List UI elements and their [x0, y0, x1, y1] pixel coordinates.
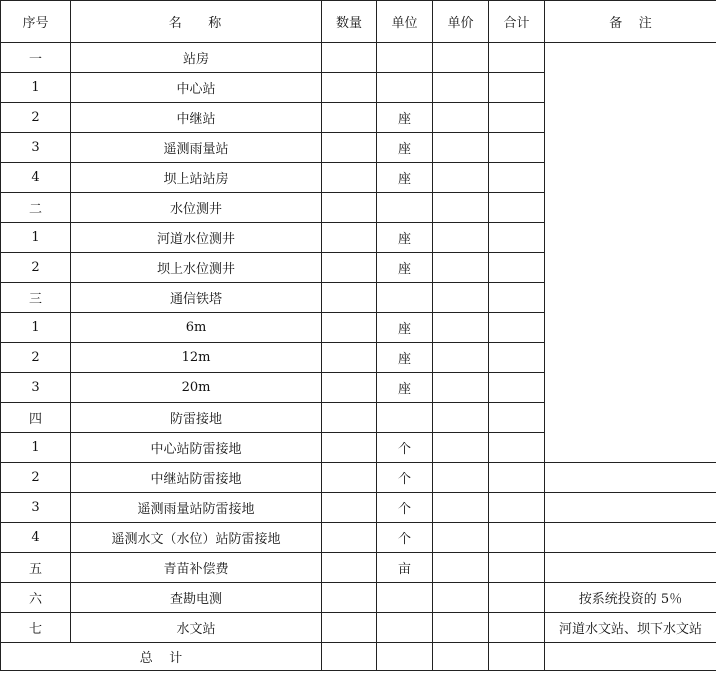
cell-qty: [322, 553, 377, 583]
cell-total: [489, 133, 545, 163]
cell-qty: [322, 343, 377, 373]
cell-seq: 1: [1, 433, 71, 463]
cell-unit: 座: [377, 253, 433, 283]
cell-name: 中心站防雷接地: [71, 433, 322, 463]
cell-price: [433, 253, 489, 283]
cell-seq: 4: [1, 163, 71, 193]
cell-qty: [322, 403, 377, 433]
total-qty: [322, 643, 377, 671]
cell-total: [489, 343, 545, 373]
cell-price: [433, 343, 489, 373]
cell-seq: 一: [1, 43, 71, 73]
cell-remark: [545, 523, 716, 553]
cell-qty: [322, 223, 377, 253]
cell-seq: 3: [1, 133, 71, 163]
cell-price: [433, 163, 489, 193]
cell-price: [433, 373, 489, 403]
cell-remark: 按系统投资的 5％: [545, 583, 716, 613]
cell-price: [433, 613, 489, 643]
cell-total: [489, 43, 545, 73]
cell-name: 坝上水位测井: [71, 253, 322, 283]
cell-unit: 个: [377, 493, 433, 523]
cell-unit: 座: [377, 373, 433, 403]
cell-unit: 座: [377, 343, 433, 373]
cell-seq: 七: [1, 613, 71, 643]
cell-price: [433, 193, 489, 223]
cell-price: [433, 103, 489, 133]
total-unit: [377, 643, 433, 671]
cell-unit: [377, 583, 433, 613]
cell-price: [433, 313, 489, 343]
cell-unit: 座: [377, 163, 433, 193]
cell-name: 6m: [71, 313, 322, 343]
cell-remark: 河道水文站、坝下水文站: [545, 613, 716, 643]
cell-qty: [322, 313, 377, 343]
cell-seq: 二: [1, 193, 71, 223]
cell-name: 遥测雨量站防雷接地: [71, 493, 322, 523]
cell-price: [433, 493, 489, 523]
table-row: [1, 613, 716, 643]
header-price: 单价: [433, 1, 489, 43]
cell-price: [433, 523, 489, 553]
table-row: [1, 43, 716, 73]
cell-price: [433, 73, 489, 103]
cell-remark: [545, 463, 716, 493]
cell-price: [433, 43, 489, 73]
cell-seq: 1: [1, 223, 71, 253]
cell-name: 坝上站站房: [71, 163, 322, 193]
cell-price: [433, 223, 489, 253]
cell-total: [489, 463, 545, 493]
cell-qty: [322, 493, 377, 523]
cell-total: [489, 193, 545, 223]
cell-unit: [377, 403, 433, 433]
cell-name: 水文站: [71, 613, 322, 643]
cell-seq: 4: [1, 523, 71, 553]
cell-name: 通信铁塔: [71, 283, 322, 313]
cell-seq: 2: [1, 343, 71, 373]
cell-name: 河道水位测井: [71, 223, 322, 253]
cell-total: [489, 283, 545, 313]
total-total: [489, 643, 545, 671]
cell-price: [433, 133, 489, 163]
cell-name: 青苗补偿费: [71, 553, 322, 583]
cell-total: [489, 523, 545, 553]
cell-qty: [322, 73, 377, 103]
cell-unit: 座: [377, 223, 433, 253]
cell-name: 防雷接地: [71, 403, 322, 433]
cell-unit: 座: [377, 313, 433, 343]
cell-qty: [322, 103, 377, 133]
cell-total: [489, 373, 545, 403]
header-seq: 序号: [1, 1, 71, 43]
cell-name: 遥测水文（水位）站防雷接地: [71, 523, 322, 553]
cell-seq: 2: [1, 253, 71, 283]
cell-qty: [322, 523, 377, 553]
cell-unit: 个: [377, 463, 433, 493]
cell-total: [489, 403, 545, 433]
cell-qty: [322, 283, 377, 313]
table-row: [1, 523, 716, 553]
cell-seq: 五: [1, 553, 71, 583]
cell-name: 站房: [71, 43, 322, 73]
cell-name: 20m: [71, 373, 322, 403]
cell-total: [489, 613, 545, 643]
cell-seq: 三: [1, 283, 71, 313]
cell-unit: [377, 43, 433, 73]
cell-unit: 个: [377, 433, 433, 463]
table-row: [1, 553, 716, 583]
table-row: [1, 583, 716, 613]
cell-seq: 四: [1, 403, 71, 433]
cell-qty: [322, 43, 377, 73]
cell-name: 查勘电测: [71, 583, 322, 613]
cell-qty: [322, 373, 377, 403]
cell-total: [489, 433, 545, 463]
cell-name: 中继站防雷接地: [71, 463, 322, 493]
total-price: [433, 643, 489, 671]
cell-seq: 六: [1, 583, 71, 613]
cell-qty: [322, 583, 377, 613]
cell-total: [489, 223, 545, 253]
table-row: [1, 463, 716, 493]
cell-price: [433, 403, 489, 433]
cell-qty: [322, 193, 377, 223]
cell-price: [433, 433, 489, 463]
cell-unit: [377, 73, 433, 103]
cell-seq: 1: [1, 313, 71, 343]
cell-total: [489, 103, 545, 133]
cell-qty: [322, 433, 377, 463]
header-remark: 备 注: [545, 1, 716, 43]
cell-total: [489, 553, 545, 583]
cell-total: [489, 493, 545, 523]
cell-seq: 2: [1, 463, 71, 493]
cell-name: 12m: [71, 343, 322, 373]
cell-price: [433, 283, 489, 313]
cell-seq: 3: [1, 373, 71, 403]
cell-name: 中心站: [71, 73, 322, 103]
total-row: [1, 643, 716, 671]
cell-total: [489, 163, 545, 193]
cell-price: [433, 553, 489, 583]
header-qty: 数量: [322, 1, 377, 43]
cell-price: [433, 463, 489, 493]
cell-qty: [322, 463, 377, 493]
cell-remark-merged: [545, 43, 716, 463]
table-row: [1, 493, 716, 523]
header-unit: 单位: [377, 1, 433, 43]
cell-seq: 2: [1, 103, 71, 133]
cell-qty: [322, 163, 377, 193]
cell-total: [489, 253, 545, 283]
cell-qty: [322, 613, 377, 643]
cell-total: [489, 583, 545, 613]
cell-name: 水位测井: [71, 193, 322, 223]
cell-total: [489, 313, 545, 343]
cell-price: [433, 583, 489, 613]
cell-unit: 个: [377, 523, 433, 553]
cell-seq: 3: [1, 493, 71, 523]
cell-unit: [377, 613, 433, 643]
cell-seq: 1: [1, 73, 71, 103]
cell-name: 中继站: [71, 103, 322, 133]
cell-unit: 座: [377, 103, 433, 133]
cell-name: 遥测雨量站: [71, 133, 322, 163]
total-label: 总 计: [1, 643, 322, 671]
cell-remark: [545, 553, 716, 583]
cell-qty: [322, 253, 377, 283]
cell-remark: [545, 493, 716, 523]
header-total: 合计: [489, 1, 545, 43]
cell-total: [489, 73, 545, 103]
cell-unit: [377, 283, 433, 313]
cell-unit: 亩: [377, 553, 433, 583]
cell-qty: [322, 133, 377, 163]
cell-unit: 座: [377, 133, 433, 163]
total-remark: [545, 643, 716, 671]
header-name: 名 称: [71, 1, 322, 43]
header-row: [1, 1, 716, 43]
cell-unit: [377, 193, 433, 223]
